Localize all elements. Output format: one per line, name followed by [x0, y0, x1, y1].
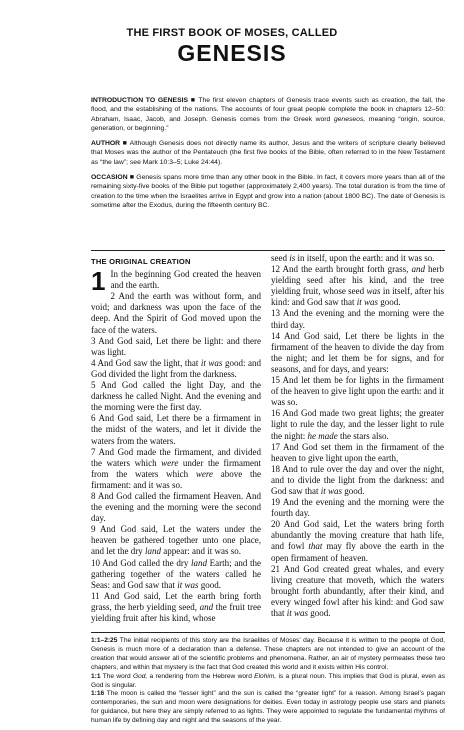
square-bullet-icon: ■ [190, 97, 196, 104]
verse-12 [271, 264, 444, 308]
verse-italic: he made [307, 430, 338, 441]
verse-italic: it was [320, 485, 343, 496]
verse-21 [271, 564, 444, 619]
square-bullet-icon: ■ [122, 140, 128, 148]
verse-italic: was [366, 286, 381, 297]
verse-5: 5 And God called the light Day, and the darkness he called Night. And the evening and the morning were the first day. [91, 380, 261, 413]
note-italic: Elohim, [254, 672, 277, 680]
note-text: The moon is called the “lesser light” and the sun is called the “greater light” for a reason. Among Israel’s pagan contemporaries, the sun and moon were designations for deities. Even today in astrology people use stars and planets for guidance, but here they are simply referred to as lights. They were appointed to regulate the fundamental rhythms of human life by defining day and night and the seasons of the year. [91, 690, 445, 725]
note-text: The initial recipients of this story are the Israelites of Moses’ day. Because it is written to the people of God, Genesis is much more of a declaration than a defense. These chapters are not intended to give an account of the creation that would answer all of the scientific problems and phenomena. Rather, an air of mystery permeates these two chapters, and within that mystery is the fact that God created this world and it exists within His control. [91, 637, 445, 671]
verse-text: 11 And God said, Let the earth bring forth grass, the herb yielding seed, [91, 590, 261, 612]
verse-text: appear: and it was so. [161, 546, 241, 557]
intro-text: meaning “origin, source, generation, or beginning.” [91, 115, 445, 132]
verse-italic: is [289, 253, 296, 263]
verse-italic: and [199, 601, 214, 612]
book-title: GENESIS [177, 40, 287, 66]
verse-text: herb yielding seed after his kind, and the tree yielding fruit, whose seed [271, 264, 444, 297]
verse-11-cont [271, 253, 444, 264]
verse-16 [271, 408, 444, 441]
section-heading: THE ORIGINAL CREATION [91, 257, 191, 266]
verse-20 [271, 519, 444, 563]
verse-2: 2 And the earth was without form, and void; and darkness was upon the face of the deep. And the Spirit of God moved upon the face of the waters. [91, 291, 261, 335]
verse-italic: it was [200, 357, 223, 368]
verse-italic: it was [356, 297, 379, 308]
verse-text: good. [198, 579, 221, 590]
verse-text: good. [342, 485, 365, 496]
verse-9 [91, 524, 261, 557]
verse-text: in itself, after his kind: and God saw that [271, 286, 445, 308]
notes-divider [91, 632, 445, 633]
verse-text: good. [308, 608, 331, 618]
verse-text: In the beginning God created the heaven and the earth. [110, 269, 261, 291]
note-italic: God, [132, 672, 148, 680]
verse-15: 15 And let them be for lights in the firmament of the heaven to give light upon the earth: and it was so. [271, 375, 444, 408]
study-note [91, 673, 445, 691]
verse-italic: it was [286, 608, 309, 618]
verse-text: 21 And God created great whales, and every living creature that moveth, which the waters brought forth abundantly, after their kind, and every winged fowl after his kind: and God saw that [271, 563, 444, 618]
verse-10 [91, 558, 261, 591]
verse-text: Earth; and the gathering together of the waters called he Seas: and God saw that [91, 557, 262, 590]
study-note [91, 637, 445, 673]
section-divider [91, 250, 445, 251]
verse-7 [91, 447, 261, 491]
verse-italic: that [308, 541, 323, 552]
author-label: AUTHOR [91, 140, 121, 148]
book-introduction [91, 96, 445, 216]
note-text: is a plural noun. This implies that God is plural, even as God is singular. [91, 672, 446, 689]
scripture-column-right [271, 253, 444, 619]
book-kicker: THE FIRST BOOK OF MOSES, CALLED [126, 27, 338, 39]
intro-word: geneseos, [333, 115, 366, 123]
verse-italic: land [144, 546, 161, 557]
occasion-text: Genesis spans more time than any other book in the Bible. In fact, it covers more years than all of the remaining sixty-five books of the Bible put together (approximately 2,400 years). The total duration is from the time of creation to the time when the Israelites arrive in Egypt and grow into a nation (about 1800 BC). The date of Genesis is sometime after the Exodus, during the fifteenth century BC. [91, 174, 446, 209]
verse-text: good: and God divided the light from the darkness. [91, 357, 261, 379]
note-reference: 1:1 [91, 672, 101, 680]
verse-text: 12 And the earth brought forth grass, [271, 264, 412, 275]
verse-text: 16 And God made two great lights; the greater light to rule the day, and the lesser light to rule the night: [271, 408, 444, 441]
verse-6: 6 And God said, Let there be a firmament in the midst of the waters, and let it divide the waters from the waters. [91, 413, 261, 446]
verse-text: 4 And God saw the light, that [91, 357, 201, 368]
verse-text: 20 And God said, Let the waters bring forth abundantly the moving creature that hath life, and fowl [271, 519, 444, 552]
verse-text: the stars also. [337, 430, 389, 441]
verse-17: 17 And God set them in the firmament of the heaven to give light upon the earth, [271, 441, 444, 463]
verse-text: the fruit tree yielding fruit after his kind, whose [91, 601, 261, 623]
verse-11 [91, 591, 261, 624]
intro-paragraph-introduction [91, 96, 445, 133]
verse-text: under the firmament from the waters which [91, 457, 261, 479]
intro-label: INTRODUCTION TO GENESIS [91, 97, 189, 104]
square-bullet-icon: ■ [129, 174, 135, 182]
verse-italic: it was [177, 579, 199, 590]
verse-text: may fly above the earth in the open firmament of heaven. [271, 541, 444, 563]
verse-13: 13 And the evening and the morning were the third day. [271, 308, 444, 330]
intro-paragraph-occasion [91, 173, 445, 210]
verse-text: 10 And God called the dry [91, 557, 191, 568]
scripture-column-left [91, 256, 261, 624]
verse-text: seed [271, 253, 290, 263]
occasion-label: OCCASION [91, 174, 128, 182]
chapter-number: 1 [91, 266, 106, 297]
note-text: a rendering from the Hebrew word [147, 672, 255, 680]
study-note [91, 690, 445, 726]
verse-text: 9 And God said, Let the waters under the heaven be gathered together unto one place, and let the dry [91, 524, 261, 557]
verse-italic: and [411, 264, 425, 275]
note-reference: 1:16 [91, 690, 105, 698]
study-notes [91, 637, 445, 726]
verse-italic: were [161, 457, 179, 468]
note-reference: 1:1–2:25 [91, 637, 118, 644]
verse-text: in itself, upon the earth: and it was so. [295, 253, 435, 263]
verse-18 [271, 464, 444, 497]
intro-paragraph-author [91, 139, 445, 167]
verse-14: 14 And God said, Let there be lights in the firmament of the heaven to divide the day from the night; and let them be for signs, and for seasons, and for days, and years: [271, 330, 444, 374]
verse-text: above the firmament: and it was so. [91, 468, 261, 490]
note-text: The word [100, 672, 133, 680]
verse-8: 8 And God called the firmament Heaven. And the evening and the morning were the second day. [91, 490, 261, 524]
verse-3: 3 And God said, Let there be light: and there was light. [91, 335, 261, 357]
intro-text: The first eleven chapters of Genesis trace events such as creation, the fall, the flood, and the establishing of the nations. The accounts of four great people complete the book in chapters 12–50: Abraham, Isaac, Jacob, and Joseph. Genesis comes from the Greek word [91, 97, 446, 123]
verse-italic: land [191, 557, 208, 568]
author-text: Although Genesis does not directly name its author, Jesus and the writers of scripture clearly believed that Moses was the author of the Pentateuch (the first five books of the Bible, often referred to in the New Testament as “the law”; see Mark 10:3–5; Luke 24:44). [91, 140, 446, 166]
verse-text: 18 And to rule over the day and over the night, and to divide the light from the darkness: and God saw that [271, 463, 444, 496]
verse-italic: were [195, 468, 214, 479]
verse-4 [91, 358, 261, 380]
verse-text: good. [378, 297, 401, 308]
verse-1 [91, 266, 261, 297]
verse-text: 7 And God made the firmament, and divided the waters which [91, 446, 261, 468]
verse-19: 19 And the evening and the morning were the fourth day. [271, 497, 444, 519]
